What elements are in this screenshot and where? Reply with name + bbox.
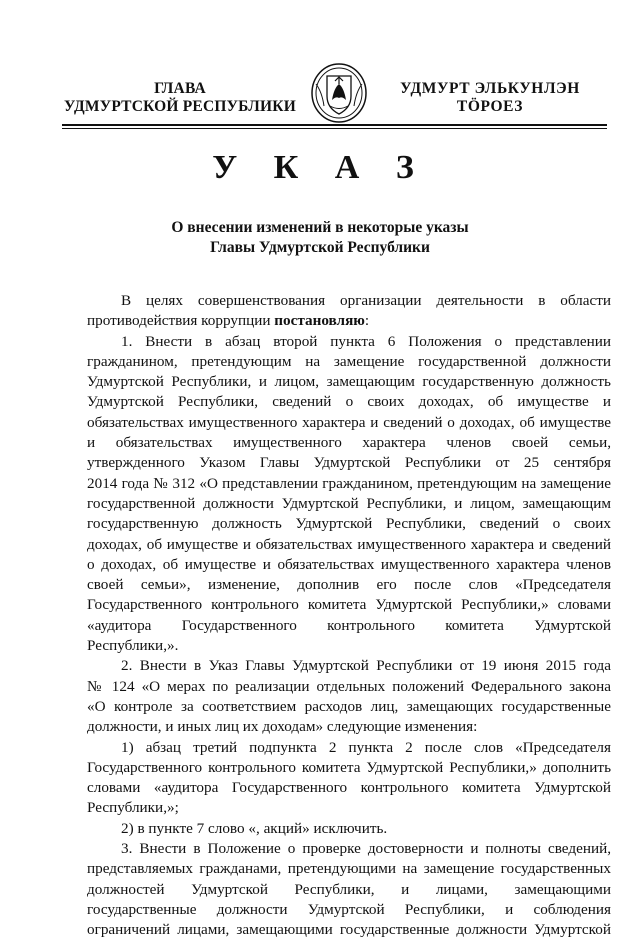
header-left-line2: УДМУРТСКОЙ РЕСПУБЛИКИ [64,98,296,115]
header-left-line1: ГЛАВА [154,80,206,97]
body-line: должностей Удмуртской Республики, и лицами, замещающими [87,880,611,898]
body-line: ограничений лицами, замещающими государственные должности Удмуртской [87,921,611,939]
body-line: своей семьи», изменение, дополнив его после слов «Председателя [87,576,611,594]
body-line: 2) в пункте 7 слово «, акций» исключить. [121,819,388,837]
body-line: 2014 года № 312 «О представлении гражданином, претендующим на замещение [87,474,611,492]
body-line: Республики,». [87,637,179,655]
body-line: государственную должность Удмуртской Республики, сведений о своих [87,515,611,533]
body-line: представляемых гражданами, претендующими на замещение государственных [87,860,611,878]
body-line [87,311,611,331]
header-divider-thick [62,124,607,126]
udmurt-coat-of-arms-icon [310,62,368,124]
body-line-text: противодействия коррупции [87,312,275,330]
body-line: «аудитора Государственного контрольного комитета Удмуртской [87,616,611,634]
body-line: 1. Внести в абзац второй пункта 6 Положения о представлении [121,332,611,350]
body-line: гражданином, претендующим на замещение государственной должности [87,352,611,370]
body-line: «О контроле за соответствием расходов лиц, замещающих государственные [87,697,611,715]
header-right-line1: УДМУРТ ЭЛЬКУНЛЭН [400,80,580,97]
decree-keyword: постановляю [274,312,365,330]
body-line: государственные должности Удмуртской Республики, и соблюдения [87,900,611,918]
body-line: 3. Внести в Положение о проверке достоверности и полноты сведений, [121,840,611,858]
header-right [380,80,600,116]
body-line: обязательствах имущественного характера и сведений о доходах, об имуществе [87,413,611,431]
document-title: У К А З [212,149,428,186]
body-line: В целях совершенствования организации деятельности в области [121,292,611,309]
body-line: Удмуртской Республики, сведений о своих доходах, об имуществе и [87,393,611,411]
body-line: 1) абзац третий подпункта 2 пункта 2 после слов «Председателя [121,738,611,756]
body-line: словами «аудитора Государственного контрольного комитета Удмуртской [87,779,611,797]
body-line: доходах, об имуществе и обязательствах имущественного характера и сведений [87,535,611,553]
body-line: Удмуртской Республики, и лицом, замещающим государственную должность [87,373,611,391]
body-line: о доходах, об имуществе и обязательствах имущественного характера членов [87,555,611,573]
body-line: государственной должности Удмуртской Республики, и лицом, замещающим [87,494,611,512]
subject-line1: О внесении изменений в некоторые указы [171,219,469,236]
body-line: Государственного контрольного комитета Удмуртской Республики,» словами [87,596,611,614]
body-line: утвержденного Указом Главы Удмуртской Республики от 25 сентября [87,454,611,472]
body-line: должности, и иных лиц их доходам» следующие изменения: [87,718,478,736]
header-left [60,80,300,116]
body-line: 2. Внести в Указ Главы Удмуртской Республики от 19 июня 2015 года [121,657,611,675]
body-line-text: : [364,312,370,330]
body-line: Республики,»; [87,799,179,817]
body-line: № 124 «О мерах по реализации отдельных положений Федерального закона [87,677,611,695]
header-divider-thin [62,128,607,129]
body-line: и обязательствах имущественного характера членов своей семьи, [87,434,611,452]
body-line: Государственного контрольного комитета Удмуртской Республики,» дополнить [87,758,611,776]
header-right-line2: ТӦРОЕЗ [456,98,524,115]
document-body [87,291,611,941]
document-subject [90,218,550,258]
subject-line2: Главы Удмуртской Республики [210,239,430,256]
